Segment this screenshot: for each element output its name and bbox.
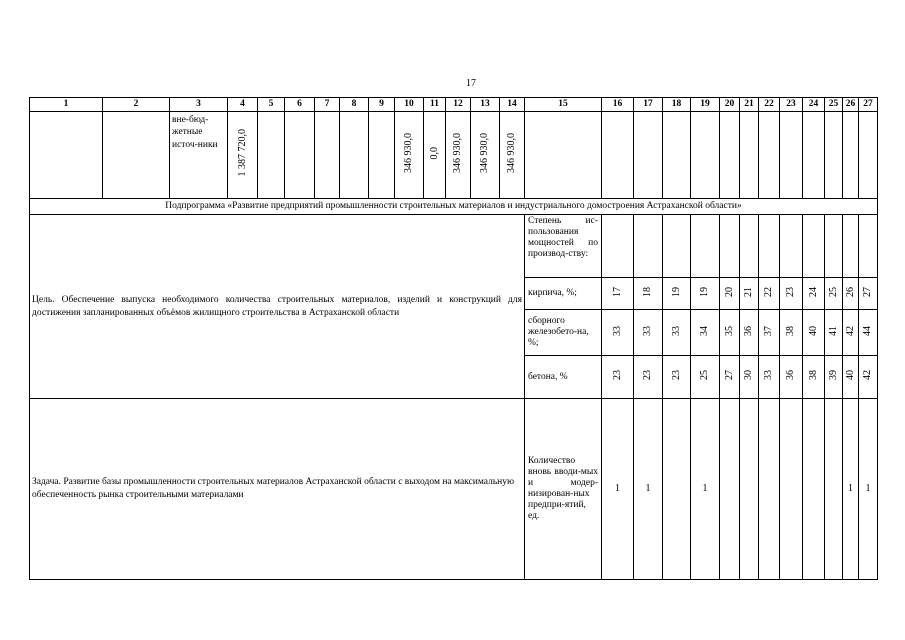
indicator-value-cell	[740, 278, 759, 310]
indicator-value-cell	[825, 310, 843, 356]
cell-empty	[285, 112, 315, 199]
funding-col10	[395, 112, 424, 199]
funding-col12	[446, 112, 471, 199]
cell-empty	[30, 112, 103, 199]
column-number-27: 27	[859, 98, 878, 112]
indicator-value: 36	[785, 370, 797, 381]
cell-empty	[691, 215, 720, 278]
indicator-value: 22	[763, 286, 775, 297]
subprogram-row	[30, 199, 878, 215]
indicator-value-cell	[859, 356, 878, 399]
cell-empty	[720, 112, 740, 199]
indicator-value-cell	[759, 310, 780, 356]
column-number-10: 10	[395, 98, 424, 112]
task-value	[780, 399, 803, 580]
column-number-21: 21	[740, 98, 759, 112]
column-number-row	[30, 98, 878, 112]
indicator-value: 38	[785, 325, 797, 336]
cell-empty	[859, 112, 878, 199]
cell-empty	[740, 112, 759, 199]
indicator-value: 35	[723, 325, 735, 336]
funding-col11-value: 0,0	[428, 146, 440, 160]
indicator-value-cell	[843, 278, 859, 310]
column-number-19: 19	[691, 98, 720, 112]
indicator-value-cell	[740, 310, 759, 356]
funding-col14	[500, 112, 525, 199]
indicator-value-cell	[663, 356, 691, 399]
cell-empty	[803, 112, 825, 199]
page-number: 17	[466, 78, 476, 89]
cell-empty	[803, 215, 825, 278]
funding-col12-value: 346 930,0	[452, 133, 464, 174]
indicator-label: бетона, %	[525, 356, 602, 399]
indicator-value: 30	[743, 370, 755, 381]
column-number-13: 13	[471, 98, 500, 112]
indicator-value: 42	[862, 370, 874, 381]
indicator-value: 23	[785, 286, 797, 297]
column-number-8: 8	[340, 98, 369, 112]
column-number-22: 22	[759, 98, 780, 112]
cell-empty	[843, 215, 859, 278]
indicator-value: 24	[807, 286, 819, 297]
indicator-value-cell	[634, 278, 663, 310]
indicator-value-cell	[602, 310, 634, 356]
indicator-value: 17	[611, 286, 623, 297]
cell-empty	[663, 112, 691, 199]
indicator-value-cell	[720, 310, 740, 356]
funding-col13	[471, 112, 500, 199]
indicator-value-cell	[691, 310, 720, 356]
indicator-value-cell	[720, 356, 740, 399]
indicator-value: 27	[862, 286, 874, 297]
goal-header-row	[30, 215, 878, 278]
cell-empty	[634, 215, 663, 278]
indicator-value-cell	[780, 278, 803, 310]
indicator-value: 40	[807, 325, 819, 336]
column-number-9: 9	[369, 98, 395, 112]
cell-empty	[859, 215, 878, 278]
column-number-23: 23	[780, 98, 803, 112]
task-value: 1	[691, 399, 720, 580]
indicator-value-cell	[825, 278, 843, 310]
column-number-20: 20	[720, 98, 740, 112]
indicator-value: 37	[763, 325, 775, 336]
column-number-24: 24	[803, 98, 825, 112]
column-number-12: 12	[446, 98, 471, 112]
cell-empty	[759, 215, 780, 278]
column-number-5: 5	[258, 98, 285, 112]
cell-empty	[602, 215, 634, 278]
funding-row	[30, 112, 878, 199]
indicator-value: 27	[723, 370, 735, 381]
indicator-value: 33	[670, 325, 682, 336]
indicator-value: 23	[611, 370, 623, 381]
indicator-value: 44	[862, 325, 874, 336]
indicator-value-cell	[759, 356, 780, 399]
indicator-value-cell	[843, 356, 859, 399]
indicator-value: 21	[743, 286, 755, 297]
cell-empty	[720, 215, 740, 278]
indicator-value-cell	[691, 356, 720, 399]
cell-empty	[634, 112, 663, 199]
cell-empty	[825, 112, 843, 199]
task-value	[740, 399, 759, 580]
task-value	[663, 399, 691, 580]
cell-empty	[525, 112, 602, 199]
indicator-value: 42	[844, 325, 856, 336]
indicator-value: 19	[670, 286, 682, 297]
task-value: 1	[602, 399, 634, 580]
indicator-value-cell	[803, 356, 825, 399]
indicator-value: 25	[827, 286, 839, 297]
indicator-value: 33	[763, 370, 775, 381]
indicator-value-cell	[780, 310, 803, 356]
indicator-value-cell	[602, 356, 634, 399]
indicator-value-cell	[780, 356, 803, 399]
funding-col13-value: 346 930,0	[479, 133, 491, 174]
cell-empty	[780, 215, 803, 278]
cell-empty	[602, 112, 634, 199]
indicator-value-cell	[663, 278, 691, 310]
cell-empty	[843, 112, 859, 199]
indicator-header: Степень ис-пользования мощностей по производ-ству:	[525, 215, 602, 278]
indicator-value: 20	[723, 286, 735, 297]
indicator-value: 34	[699, 325, 711, 336]
funding-col11	[424, 112, 446, 199]
cell-empty	[780, 112, 803, 199]
cell-empty	[315, 112, 340, 199]
column-number-11: 11	[424, 98, 446, 112]
task-value: 1	[859, 399, 878, 580]
funding-col14-value: 346 930,0	[506, 133, 518, 174]
indicator-value-cell	[663, 310, 691, 356]
funding-total	[228, 112, 258, 199]
column-number-3: 3	[170, 98, 228, 112]
indicator-value-cell	[602, 278, 634, 310]
cell-empty	[103, 112, 170, 199]
indicator-value: 19	[699, 286, 711, 297]
cell-empty	[663, 215, 691, 278]
column-number-18: 18	[663, 98, 691, 112]
indicator-value-cell	[691, 278, 720, 310]
funding-col10-value: 346 930,0	[403, 133, 415, 174]
cell-empty	[258, 112, 285, 199]
task-indicator: Количество вновь вводи-мых и модер-низирован-ных предпри-ятий, ед.	[525, 399, 602, 580]
cell-empty	[369, 112, 395, 199]
task-value: 1	[634, 399, 663, 580]
indicator-value: 18	[642, 286, 654, 297]
indicator-value: 39	[827, 370, 839, 381]
task-value	[720, 399, 740, 580]
indicator-value-cell	[825, 356, 843, 399]
column-number-25: 25	[825, 98, 843, 112]
column-number-2: 2	[103, 98, 170, 112]
indicator-value-cell	[843, 310, 859, 356]
indicator-value-cell	[759, 278, 780, 310]
task-value: 1	[843, 399, 859, 580]
column-number-1: 1	[30, 98, 103, 112]
column-number-14: 14	[500, 98, 525, 112]
indicator-value-cell	[803, 310, 825, 356]
indicator-value: 33	[642, 325, 654, 336]
subprogram-title: Подпрограмма «Развитие предприятий промышленности строительных материалов и индустриального домостроения Астраханской области»	[30, 199, 878, 215]
column-number-4: 4	[228, 98, 258, 112]
indicator-value: 40	[844, 370, 856, 381]
indicator-value-cell	[859, 278, 878, 310]
indicator-value-cell	[859, 310, 878, 356]
cell-empty	[740, 215, 759, 278]
cell-empty	[825, 215, 843, 278]
indicator-value: 33	[611, 325, 623, 336]
cell-empty	[340, 112, 369, 199]
indicator-value-cell	[740, 356, 759, 399]
indicator-label: сборного железобето-на, %;	[525, 310, 602, 356]
funding-source: вне-бюд-жетные источ-ники	[170, 112, 228, 199]
cell-empty	[691, 112, 720, 199]
column-number-7: 7	[315, 98, 340, 112]
task-value	[825, 399, 843, 580]
indicator-value: 38	[807, 370, 819, 381]
indicator-value-cell	[720, 278, 740, 310]
column-number-26: 26	[843, 98, 859, 112]
indicator-value: 23	[670, 370, 682, 381]
cell-empty	[759, 112, 780, 199]
column-number-16: 16	[602, 98, 634, 112]
indicator-value-cell	[634, 356, 663, 399]
task-row	[30, 399, 878, 580]
task-value	[759, 399, 780, 580]
column-number-6: 6	[285, 98, 315, 112]
column-number-15: 15	[525, 98, 602, 112]
column-number-17: 17	[634, 98, 663, 112]
goal-text: Цель. Обеспечение выпуска необходимого количества строительных материалов, изделий и конструкций для достижения запланированных объёмов жилищного строительства в Астраханской области	[30, 215, 525, 399]
indicator-value-cell	[634, 310, 663, 356]
indicator-value: 36	[743, 325, 755, 336]
task-value	[803, 399, 825, 580]
indicator-value-cell	[803, 278, 825, 310]
indicator-value: 41	[827, 325, 839, 336]
indicator-value: 26	[844, 286, 856, 297]
program-table	[29, 97, 878, 580]
funding-total-value: 1 387 720,0	[236, 129, 248, 177]
indicator-value: 25	[699, 370, 711, 381]
task-text: Задача. Развитие базы промышленности строительных материалов Астраханской области с выходом на максимальную обеспеченность рынка строительными материалами	[30, 399, 525, 580]
indicator-value: 23	[642, 370, 654, 381]
indicator-label: кирпича, %;	[525, 278, 602, 310]
